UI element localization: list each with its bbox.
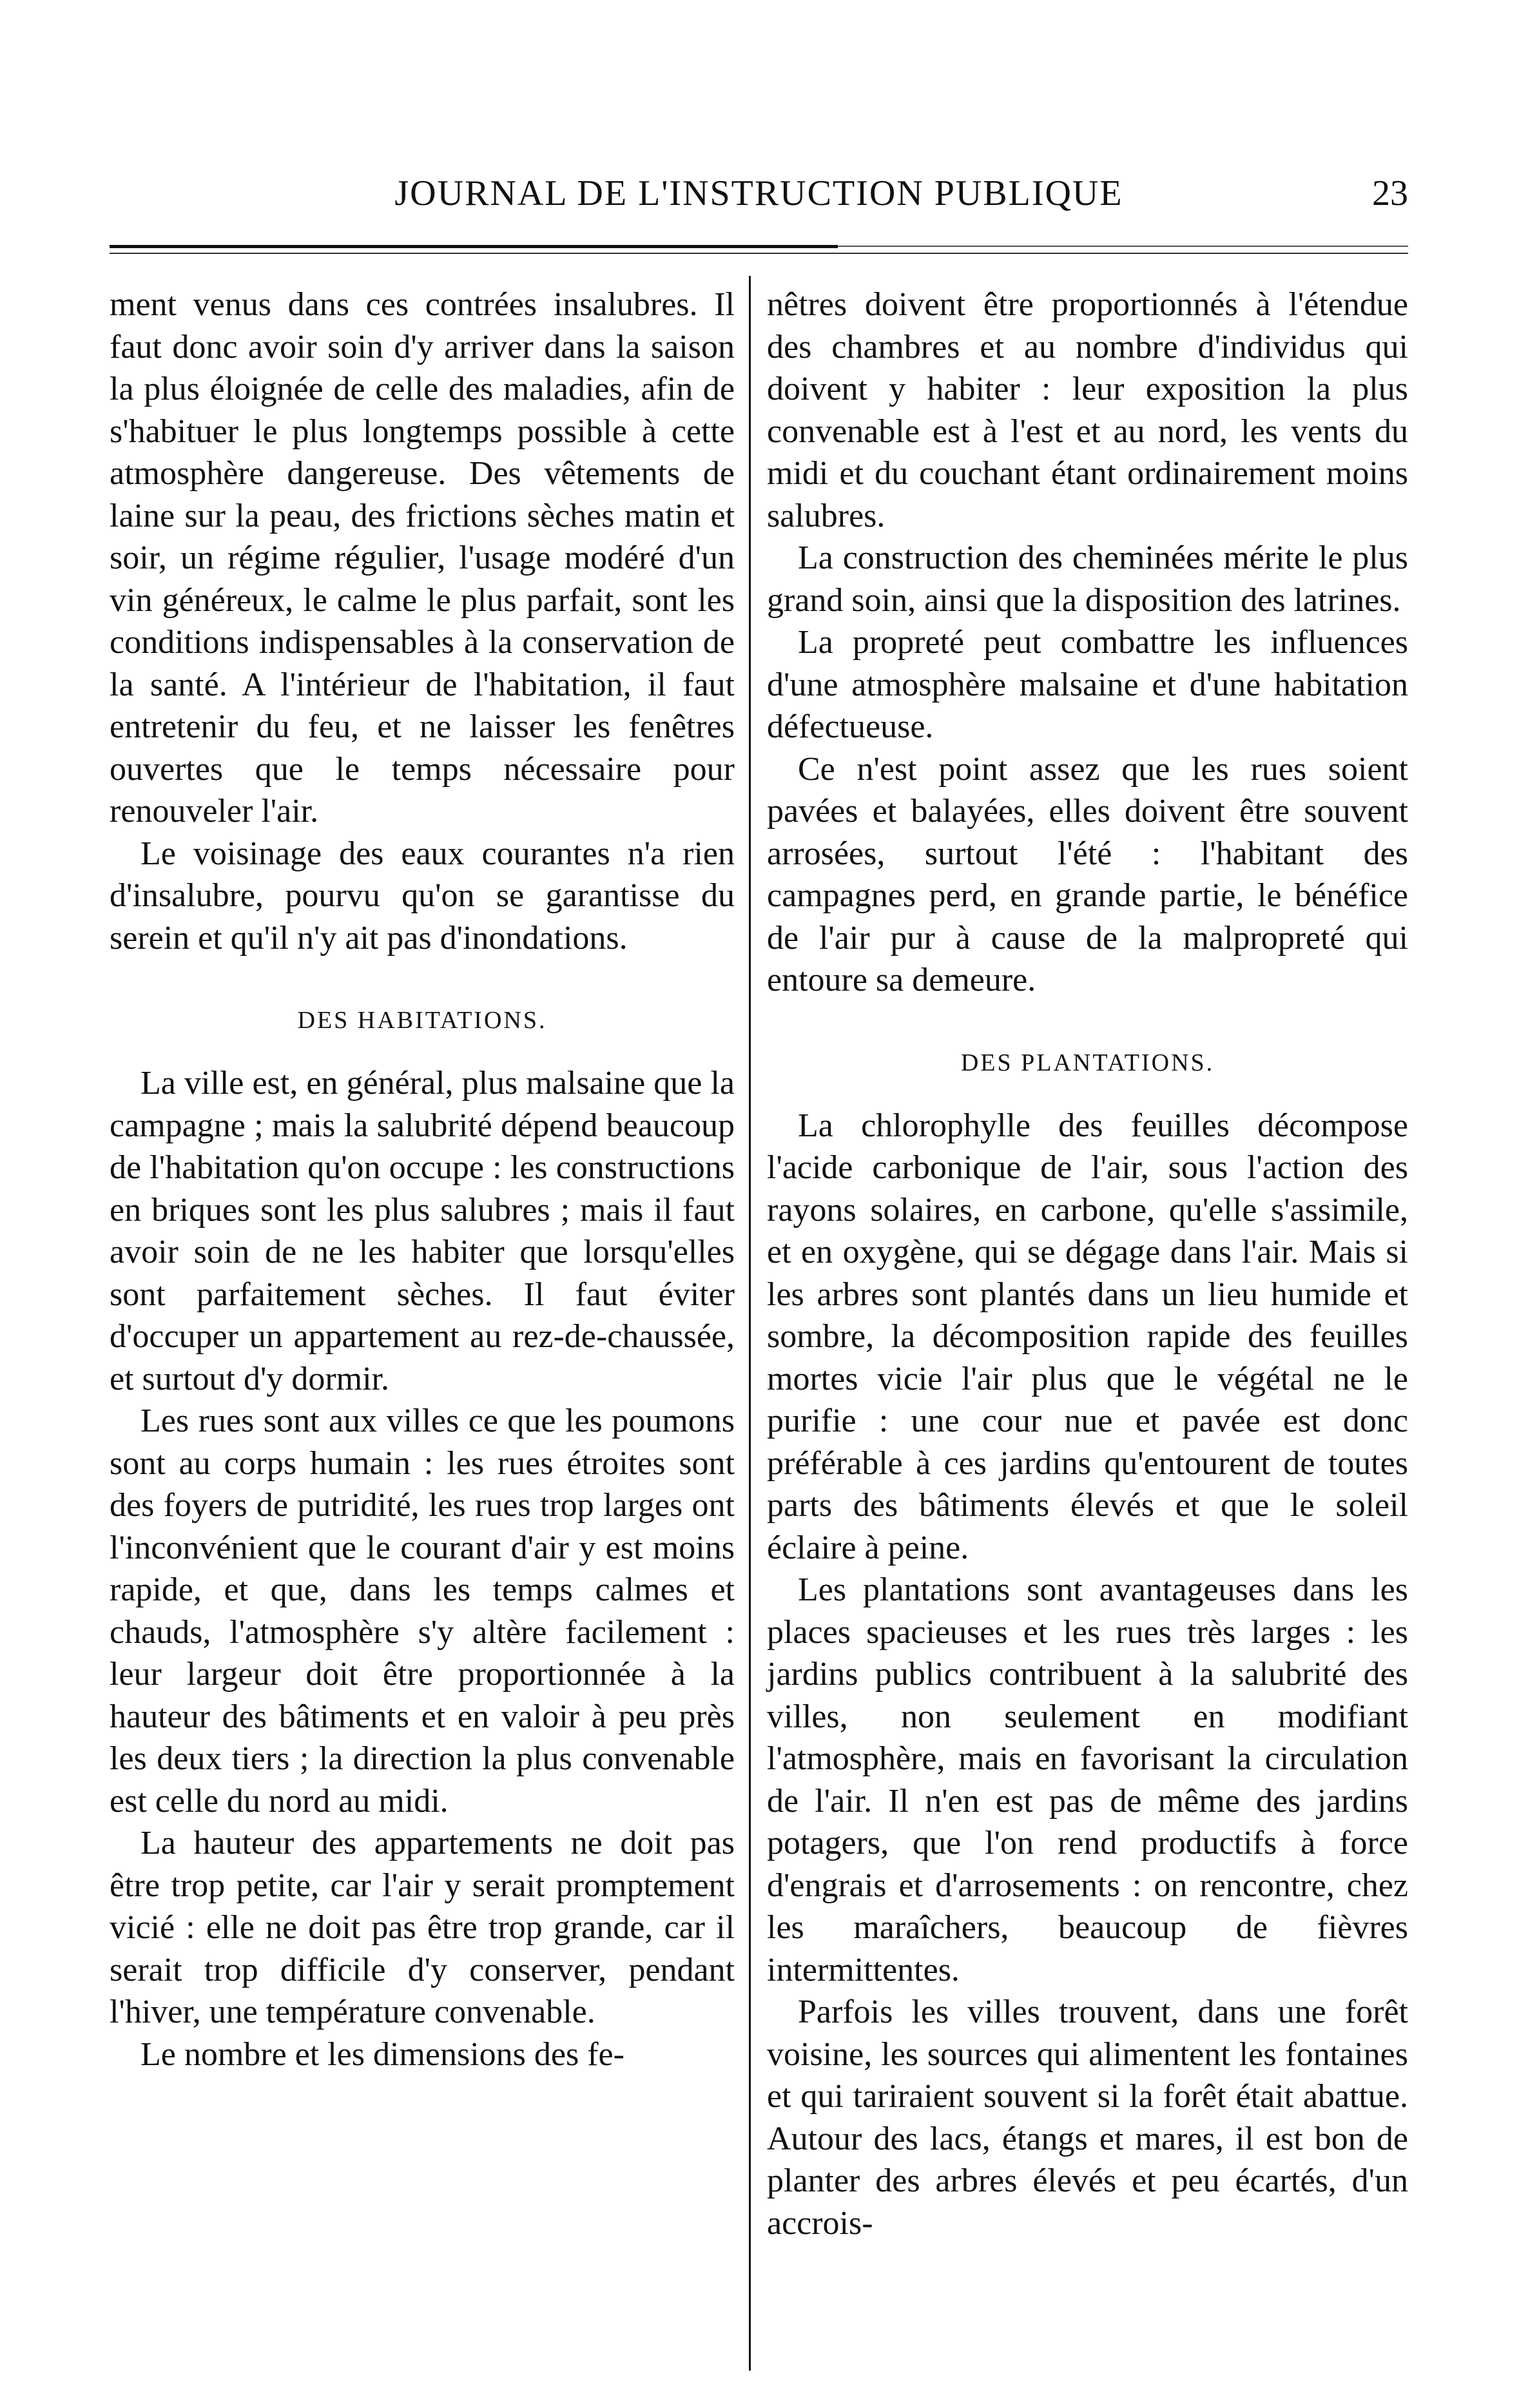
header-rule-thin-right <box>838 246 1408 247</box>
page-header <box>110 173 1408 224</box>
paragraph: Les plantations sont avantageuses dans les places spacieuses et les rues très larges : les jardins publics contribuent à la salubrité des villes, non seulement en modifiant l'atmosphère, mais en favorisant la circulation de l'air. Il n'en est pas de même des jardins potagers, que l'on rend productifs à force d'engrais et d'arrosements : on rencontre, chez les maraîchers, beaucoup de fièvres intermittentes. <box>767 1571 1408 1988</box>
section-heading-habitations: DES HABITATIONS. <box>297 1007 547 1034</box>
paragraph: La propreté peut combattre les influences d'une atmosphère malsaine et d'une habitation défectueuse. <box>767 624 1408 745</box>
paragraph: La chlorophylle des feuilles décompose l'acide carbonique de l'air, sous l'action des rayons solaires, en carbone, qu'elle s'assimile, et en oxygène, qui se dégage dans l'air. Mais si les arbres sont plantés dans un lieu humide et sombre, la décomposition rapide des feuilles mortes vicie l'air plus que le végétal ne le purifie : une cour nue et pavée est donc préférable à ces jardins qu'entourent de toutes parts des bâtiments élevés et que le soleil éclaire à peine. <box>767 1107 1408 1566</box>
paragraph: Le nombre et les dimensions des fe- <box>140 2035 624 2073</box>
paragraph: La ville est, en général, plus malsaine que la campagne ; mais la salubrité dépend beaucoup de l'habitation qu'on occupe : les constructions en briques sont les plus salubres ; mais il faut avoir soin de ne les habiter que lorsqu'elles sont parfaitement sèches. Il faut éviter d'occuper un appartement au rez-de-chaussée, et surtout d'y dormir. <box>110 1065 735 1397</box>
page-number: 23 <box>1372 173 1408 213</box>
section-heading-plantations: DES PLANTATIONS. <box>960 1049 1215 1076</box>
paragraph: Parfois les villes trouvent, dans une forêt voisine, les sources qui alimentent les fontaines et qui tariraient souvent si la forêt était abattue. Autour des lacs, étangs et mares, il est bon de planter des arbres élevés et peu écartés, d'un accrois- <box>767 1994 1408 2242</box>
paragraph: La hauteur des appartements ne doit pas être trop petite, car l'air y serait promptement vicié : elle ne doit pas être trop grande, car il serait trop difficile d'y conserver, pendant l'hiver, une température convenable. <box>110 1825 735 2030</box>
paragraph: La construction des cheminées mérite le plus grand soin, ainsi que la disposition des latrines. <box>767 539 1408 619</box>
running-title: JOURNAL DE L'INSTRUCTION PUBLIQUE <box>394 173 1123 213</box>
header-rule-thick <box>110 245 838 248</box>
header-rule-thin <box>110 253 1408 254</box>
paragraph: Les rues sont aux villes ce que les poumons sont au corps humain : les rues étroites sont des foyers de putridité, les rues trop larges ont l'inconvénient que le courant d'air y est moins rapide, et que, dans les temps calmes et chauds, l'atmosphère s'y altère facilement : leur largeur doit être proportionnée à la hauteur des bâtiments et en valoir à peu près les deux tiers ; la direction la plus convenable est celle du nord au midi. <box>110 1403 735 1820</box>
right-column <box>767 284 1408 2244</box>
paragraph: ment venus dans ces contrées insalubres. Il faut donc avoir soin d'y arriver dans la saison la plus éloignée de celle des maladies, afin de s'habituer le plus longtemps possible à cette atmosphère dangereuse. Des vêtements de laine sur la peau, des frictions sèches matin et soir, un régime régulier, l'usage modéré d'un vin généreux, le calme le plus parfait, sont les conditions indispensables à la conservation de la santé. A l'intérieur de l'habitation, il faut entretenir du feu, et ne laisser les fenêtres ouvertes que le temps nécessaire pour renouveler l'air. <box>110 286 735 830</box>
paragraph: Le voisinage des eaux courantes n'a rien d'insalubre, pourvu qu'on se garantisse du serein et qu'il n'y ait pas d'inondations. <box>110 835 735 956</box>
paragraph: Ce n'est point assez que les rues soient pavées et balayées, elles doivent être souvent arrosées, surtout l'été : l'habitant des campagnes perd, en grande partie, le bénéfice de l'air pur à cause de la malpropreté qui entoure sa demeure. <box>767 750 1408 998</box>
paragraph: nêtres doivent être proportionnés à l'étendue des chambres et au nombre d'individus qui doivent y habiter : leur exposition la plus convenable est à l'est et au nord, les vents du midi et du couchant étant ordinairement moins salubres. <box>767 286 1408 534</box>
column-divider <box>749 276 751 2371</box>
left-column <box>110 284 735 2075</box>
